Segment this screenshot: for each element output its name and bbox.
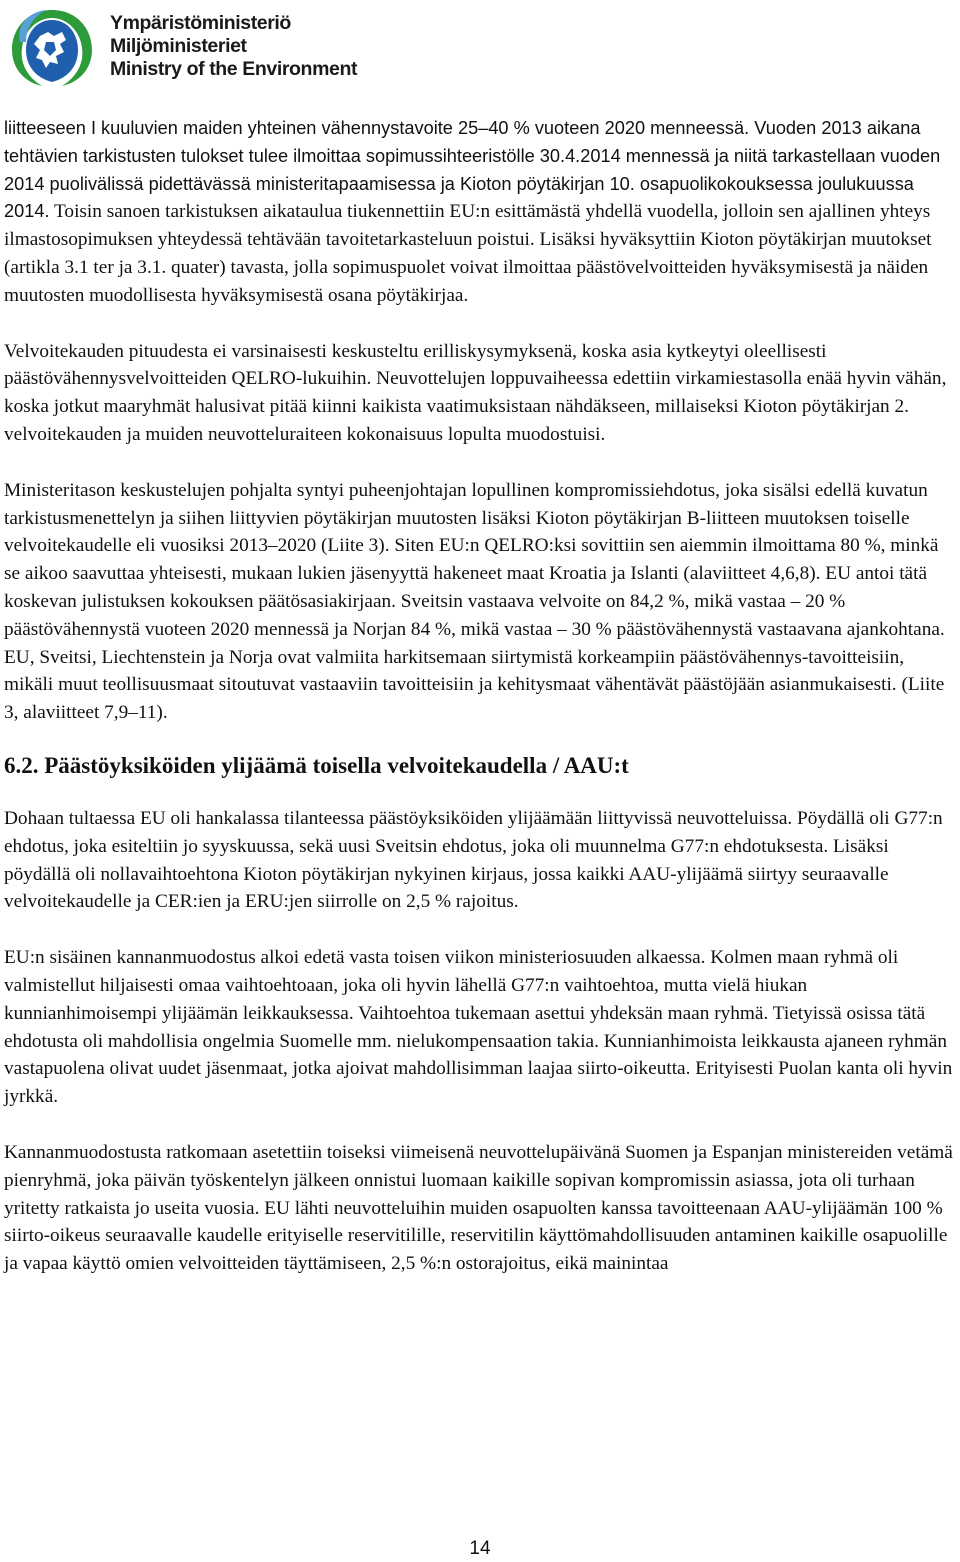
ministry-logo <box>6 6 406 88</box>
paragraph-review-schedule-serif: Toisin sanoen tarkistuksen aikataulua tiukennettiin EU:n esittämästä yhdellä vuodella, jolloin sen ajallinen yhteys ilmastosopimuksen yhteydessä tehtävään tavoitetarkasteluun poistui. Lisäksi hyväksyttiin Kioton pöytäkirjan muutokset (artikla 3.1 ter ja 3.1. quater) tavasta, jolla sopimuspuolet voivat ilmoittaa päästövelvoitteiden hyväksymisestä ja näiden muutosten muodollisesta hyväksymisestä osana pöytäkirjaa. <box>4 201 932 306</box>
paragraph-aau-doha: Dohaan tultaessa EU oli hankalassa tilanteessa päästöyksiköiden ylijäämään liittyvissä neuvotteluissa. Pöydällä oli G77:n ehdotus, joka esiteltiin jo syyskuussa, sekä uusi Sveitsin ehdotus, joka oli muunnelma G77:n ehdotuksesta. Lisäksi pöydällä oli nollavaihtoehtona Kioton pöytäkirjan nykyinen kirjaus, jossa kaikki AAU-ylijäämä siirtyy seuraavalle velvoitekaudelle ja CER:ien ja ERU:jen siirrolle on 2,5 % rajoitus. <box>4 807 943 913</box>
paragraph-commitment-period: Velvoitekauden pituudesta ei varsinaisesti keskusteltu erilliskysymyksenä, koska asia kytkeytyi oleellisesti päästövähennysvelvoitteiden QELRO-lukuihin. Neuvottelujen loppuvaiheessa edettiin virkamiestasolla enää hyvin vähän, koska jotkut maaryhmät halusivat pitää kiinni kaikista vaatimuksistaan nähdäkseen, millaiseksi Kioton pöytäkirjan 2. velvoitekauden ja muiden neuvotteluraiteen kokonaisuus lopulta muodostuisi. <box>4 340 947 445</box>
logo-text <box>110 12 357 81</box>
section-heading-aau: 6.2. Päästöyksiköiden ylijäämä toisella velvoitekaudella / AAU:t <box>4 752 629 778</box>
paragraph-review-schedule <box>4 115 956 310</box>
paragraph-review-schedule-sans: liitteeseen I kuuluvien maiden yhteinen vähennystavoite 25–40 % vuoteen 2020 menneessä. Vuoden 2013 aikana tehtävien tarkistusten tulokset tulee ilmoittaa sopimussihteeristölle 30.4.2014 mennessä ja niitä tarkastellaan vuoden 2014 puolivälissä pidettävässä ministeritapaamisessa ja Kioton pöytäkirjan 10. osapuolikokouksessa joulukuussa 2014. <box>4 118 941 222</box>
paragraph-eu-internal-position: EU:n sisäinen kannanmuodostus alkoi edetä vasta toisen viikon ministeriosuuden alkaessa. Kolmen maan ryhmä oli valmistellut hiljaisesti omaa vaihtoehtoaan, joka oli hyvin lähellä G77:n vaihtoehtoa, mutta vielä hiukan kunnianhimoisempi ylijäämän leikkauksessa. Vaihtoehtoa tukemaan asettui yhdeksän maan ryhmä. Tietyissä osissa tätä ehdotusta oli mahdollisia ongelmia Suomelle mm. nielukompensaation takia. Kunnianhimoista leikkausta ajaneen ryhmän vastapuolena olivat uudet jäsenmaat, jotka ajoivat mahdollisimman laajaa siirto-oikeutta. Erityisesti Puolan kanta oli hyvin jyrkkä. <box>4 947 953 1108</box>
paragraph-ministerial-compromise: Ministeritason keskustelujen pohjalta syntyi puheenjohtajan lopullinen kompromissiehdotus, joka sisälsi edellä kuvatun tarkistusmenettelyn ja siihen liittyvien pöytäkirjan muutosten lisäksi Kioton pöytäkirjan B-liitteen muutoksen toiselle velvoitekaudelle eli vuosiksi 2013–2020 (Liite 3). Siten EU:n QELRO:ksi sovittiin sen aiemmin ilmoittama 80 %, minkä se aikoo saavuttaa yhteisesti, mukaan lukien jäsenyyttä hakeneet maat Kroatia ja Islanti (alaviitteet 4,6,8). EU antoi tätä koskevan julistuksen kokouksen päätösasiakirjaan. Sveitsin vastaava velvoite on 84,2 %, mikä vastaa – 20 % päästövähennystä vuoteen 2020 mennessä ja Norjan 84 %, mikä vastaa – 30 % päästövähennystä vastaavana ajankohtana. EU, Sveitsi, Liechtenstein ja Norja ovat valmiita harkitsemaan siirtymistä korkeampiin päästövähennys-tavoitteisiin, mikäli muut teollisuusmaat sitoutuvat vastaaviin tavoitteisiin ja kehitysmaat vähentävät päästöjään asianmukaisesti. (Liite 3, alaviitteet 7,9–11). <box>4 479 945 724</box>
ministry-crest-icon <box>6 6 98 88</box>
paragraph-compromise-group: Kannanmuodostusta ratkomaan asetettiin toiseksi viimeisenä neuvottelupäivänä Suomen ja Espanjan ministereiden vetämä pienryhmä, joka päivän työskentelyn jälkeen onnistui luomaan kaikille sopivan kompromissin asiassa, jota oli turhaan yritetty ratkaista jo useita vuosia. EU lähti neuvotteluihin muiden osapuolten kanssa tavoitteenaan AAU-ylijäämän 100 % siirto-oikeus seuraavalle kaudelle erityiselle reservitilille, reservitilin käyttömahdollisuuden antaminen kaikille osapuolille ja vapaa käyttö omien velvoitteiden täyttämiseen, 2,5 %:n ostorajoitus, eikä mainintaa <box>4 1141 953 1275</box>
logo-line-finnish: Ympäristöministeriö <box>110 12 291 34</box>
logo-line-swedish: Miljöministeriet <box>110 35 247 57</box>
page-number: 14 <box>469 1538 491 1559</box>
logo-line-english: Ministry of the Environment <box>110 58 358 80</box>
document-body <box>4 115 956 1278</box>
